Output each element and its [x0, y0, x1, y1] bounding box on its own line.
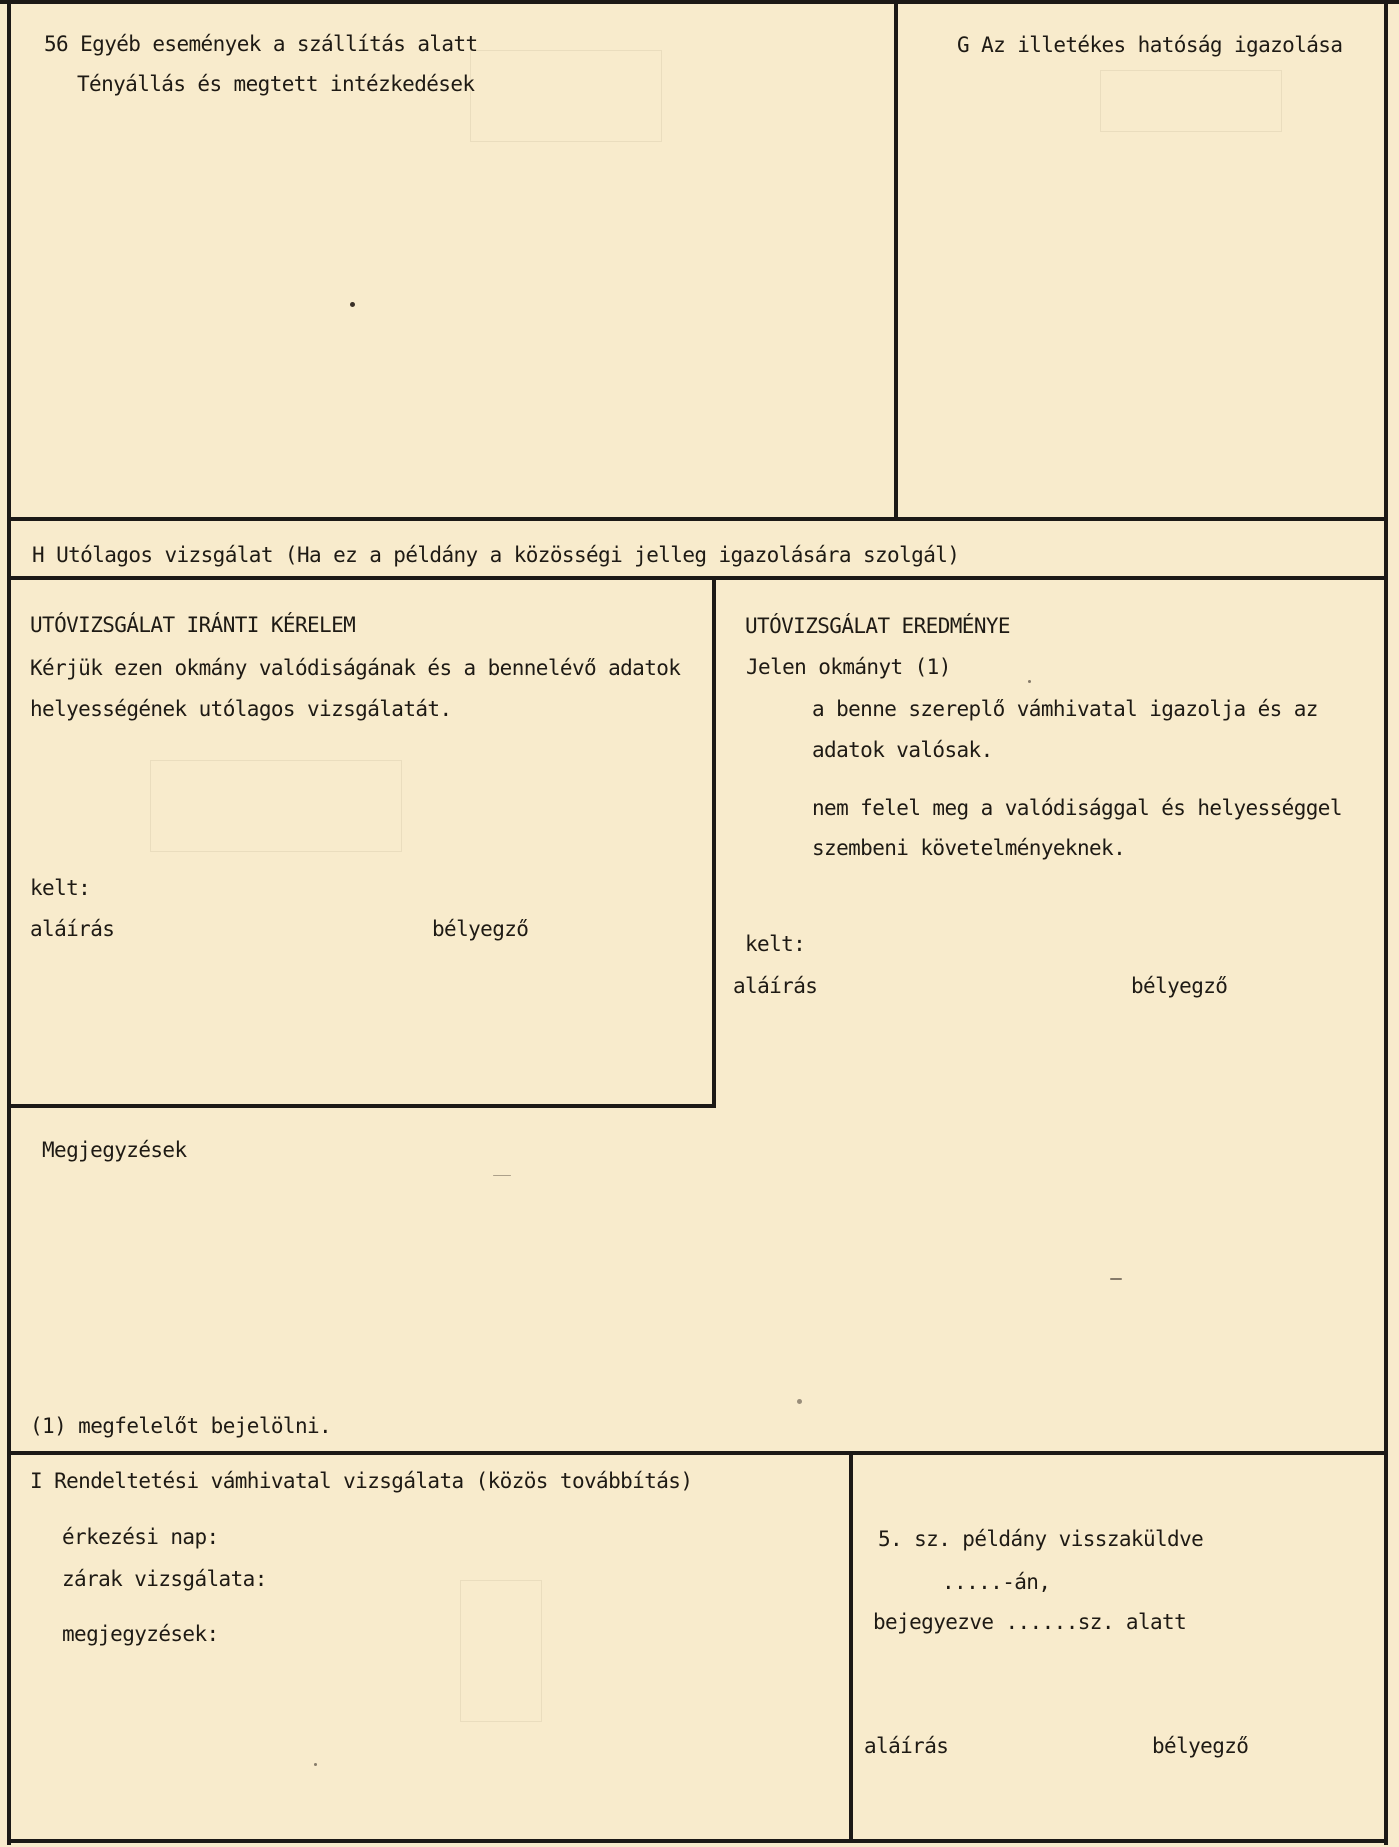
- divider-56-g: [894, 0, 898, 520]
- bleed-through-mark: [1100, 70, 1282, 132]
- copy5-line1: 5. sz. példány visszaküldve: [878, 1527, 1204, 1551]
- scan-speck: [493, 1175, 511, 1176]
- sectionH-title: H Utólagos vizsgálat (Ha ez a példány a közösségi jelleg igazolására szolgál): [32, 543, 960, 567]
- result-option2-line2: szembeni követelményeknek.: [812, 836, 1126, 860]
- request-line2: helyességének utólagos vizsgálatát.: [30, 697, 452, 721]
- scan-speck: [797, 1399, 802, 1404]
- result-option2-line1: nem felel meg a valódisággal és helyességgel: [812, 796, 1342, 820]
- border-left: [7, 0, 11, 1845]
- sectionI-title: I Rendeltetési vámhivatal vizsgálata (közös továbbítás): [30, 1469, 693, 1493]
- result-option1-line2: adatok valósak.: [812, 738, 993, 762]
- result-intro: Jelen okmányt (1): [746, 655, 951, 679]
- scan-speck: [1028, 680, 1031, 683]
- copy5-stamp-label: bélyegző: [1152, 1734, 1249, 1758]
- divider-remarks-i: [7, 1451, 1388, 1455]
- bleed-through-mark: [470, 50, 662, 142]
- box56-title: 56 Egyéb események a szállítás alatt: [44, 32, 478, 56]
- result-stamp-label: bélyegző: [1131, 974, 1228, 998]
- border-top: [0, 0, 1399, 4]
- divider-top-h: [7, 517, 1388, 521]
- bleed-through-mark: [460, 1580, 542, 1722]
- result-date-label: kelt:: [745, 932, 806, 956]
- copy5-signature-label: aláírás: [864, 1734, 949, 1758]
- scan-speck: [314, 1763, 317, 1766]
- seals-label: zárak vizsgálata:: [62, 1567, 267, 1591]
- divider-request-bottom: [7, 1104, 716, 1108]
- border-right: [1384, 0, 1388, 1845]
- copy5-line3: bejegyezve ......sz. alatt: [873, 1610, 1187, 1634]
- bleed-through-mark: [150, 760, 402, 852]
- request-stamp-label: bélyegző: [432, 917, 529, 941]
- request-date-label: kelt:: [30, 876, 91, 900]
- request-signature-label: aláírás: [30, 917, 115, 941]
- copy5-line2: .....-án,: [942, 1570, 1051, 1594]
- boxG-title: G Az illetékes hatóság igazolása: [957, 33, 1343, 57]
- result-heading: UTÓVIZSGÁLAT EREDMÉNYE: [745, 614, 1010, 638]
- arrival-label: érkezési nap:: [62, 1525, 219, 1549]
- scan-speck: [1110, 1278, 1122, 1280]
- scan-speck: [350, 302, 355, 307]
- request-heading: UTÓVIZSGÁLAT IRÁNTI KÉRELEM: [30, 613, 356, 637]
- result-signature-label: aláírás: [733, 974, 818, 998]
- divider-i-copy5: [849, 1453, 853, 1841]
- divider-h-title: [7, 576, 1388, 580]
- divider-request-result: [712, 578, 716, 1108]
- remarks-footnote: (1) megfelelőt bejelölni.: [30, 1414, 332, 1438]
- box56-subtitle: Tényállás és megtett intézkedések: [77, 72, 475, 96]
- remarks-title: Megjegyzések: [42, 1138, 187, 1162]
- notes-label: megjegyzések:: [62, 1622, 219, 1646]
- result-option1-line1: a benne szereplő vámhivatal igazolja és az: [812, 697, 1318, 721]
- request-line1: Kérjük ezen okmány valódiságának és a bennelévő adatok: [30, 656, 681, 680]
- border-bottom: [7, 1839, 1388, 1843]
